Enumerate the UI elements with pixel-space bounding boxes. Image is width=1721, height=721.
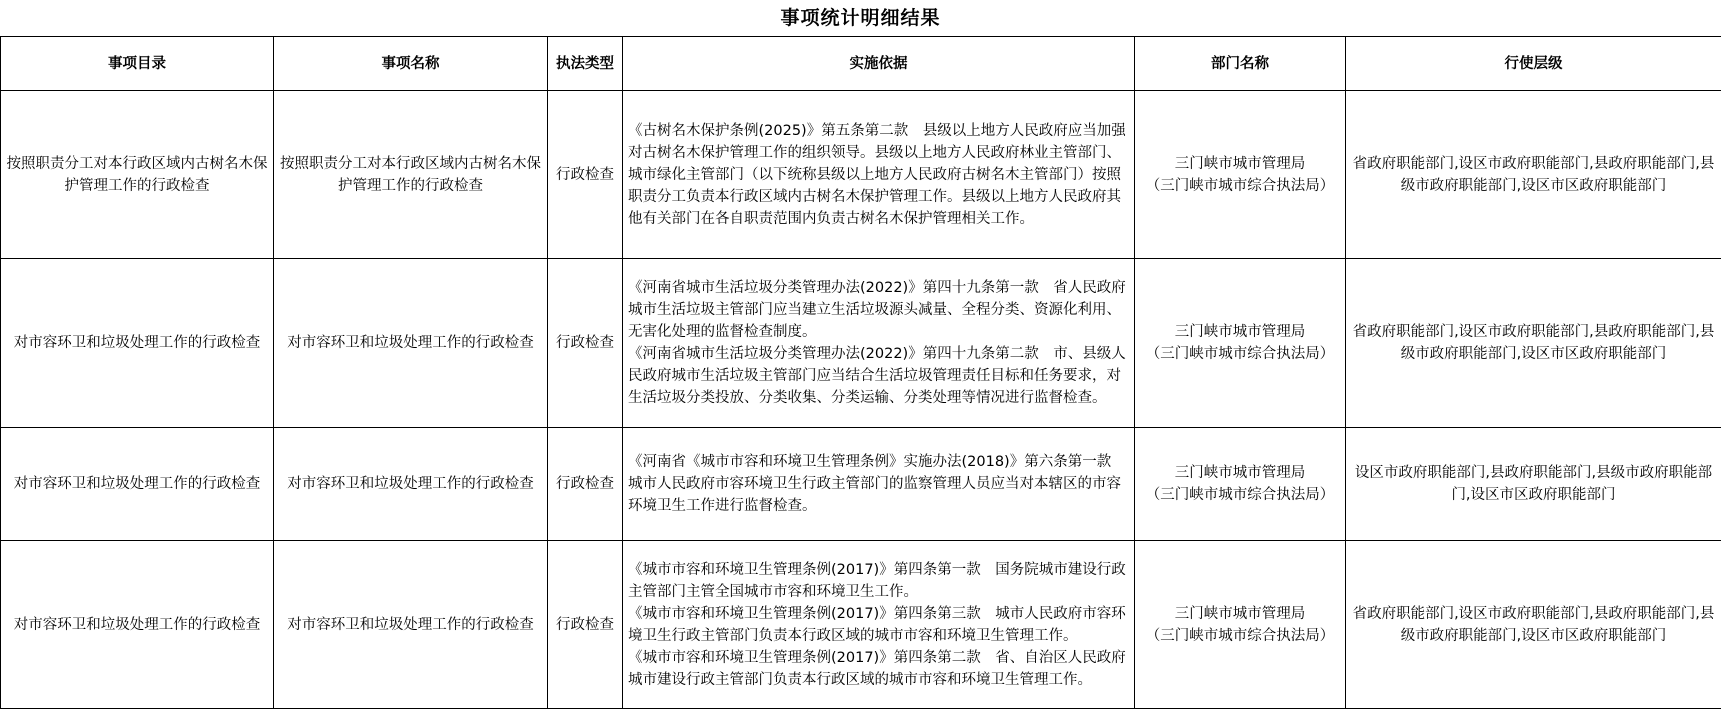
basis-text: 《城市市容和环境卫生管理条例(2017)》第四条第二款 省、自治区人民政府城市建设行政主管部门负责本行政区域的城市市容和环境卫生管理工作。	[628, 649, 1126, 688]
department-alias: （三门峡市城市综合执法局）	[1145, 627, 1335, 644]
cell-basis	[623, 259, 1135, 428]
page-title: 事项统计明细结果	[780, 7, 941, 29]
table-row	[1, 259, 1721, 428]
column-header-type: 执法类型	[548, 37, 623, 91]
cell-basis	[623, 91, 1135, 259]
cell-type: 行政检查	[548, 259, 623, 428]
cell-name: 对市容环卫和垃圾处理工作的行政检查	[274, 259, 548, 428]
cell-name: 按照职责分工对本行政区域内古树名木保护管理工作的行政检查	[274, 91, 548, 259]
cell-name: 对市容环卫和垃圾处理工作的行政检查	[274, 428, 548, 541]
department-alias: （三门峡市城市综合执法局）	[1145, 487, 1335, 503]
department-name: 三门峡市城市管理局	[1174, 605, 1306, 622]
results-table	[0, 36, 1721, 709]
cell-level: 省政府职能部门,设区市政府职能部门,县政府职能部门,县级市政府职能部门,设区市区政府职能部门	[1346, 91, 1721, 259]
basis-text: 《河南省《城市市容和环境卫生管理条例》实施办法(2018)》第六条第一款 城市人民政府市容环境卫生行政主管部门的监察管理人员应当对本辖区的市容环境卫生工作进行监督检查。	[628, 454, 1126, 514]
cell-level: 省政府职能部门,设区市政府职能部门,县政府职能部门,县级市政府职能部门,设区市区政府职能部门	[1346, 259, 1721, 428]
cell-basis	[623, 428, 1135, 541]
cell-catalog: 对市容环卫和垃圾处理工作的行政检查	[1, 541, 274, 709]
basis-text: 《古树名木保护条例(2025)》第五条第二款 县级以上地方人民政府应当加强对古树名木保护管理工作的组织领导。县级以上地方人民政府林业主管部门、城市绿化主管部门（以下统称县级以上地方人民政府古树名木主管部门）按照职责分工负责本行政区域内古树名木保护管理工作。县级以上地方人民政府其他有关部门在各自职责范围内负责古树名木保护管理相关工作。	[628, 122, 1126, 227]
basis-text: 《河南省城市生活垃圾分类管理办法(2022)》第四十九条第一款 省人民政府城市生活垃圾主管部门应当建立生活垃圾源头减量、全程分类、资源化利用、无害化处理的监督检查制度。	[628, 280, 1126, 340]
cell-name: 对市容环卫和垃圾处理工作的行政检查	[274, 541, 548, 709]
table-row	[1, 541, 1721, 709]
department-alias: （三门峡市城市综合执法局）	[1145, 177, 1335, 194]
column-header-department: 部门名称	[1135, 37, 1346, 91]
table-row	[1, 428, 1721, 541]
cell-type: 行政检查	[548, 91, 623, 259]
basis-text: 《河南省城市生活垃圾分类管理办法(2022)》第四十九条第二款 市、县级人民政府城市生活垃圾主管部门应当结合生活垃圾管理责任目标和任务要求，对生活垃圾分类投放、分类收集、分类运输、分类处理等情况进行监督检查。	[628, 346, 1126, 406]
cell-catalog: 按照职责分工对本行政区域内古树名木保护管理工作的行政检查	[1, 91, 274, 259]
department-name: 三门峡市城市管理局	[1174, 155, 1306, 172]
cell-department	[1135, 428, 1346, 541]
department-alias: （三门峡市城市综合执法局）	[1145, 346, 1335, 362]
cell-level: 省政府职能部门,设区市政府职能部门,县政府职能部门,县级市政府职能部门,设区市区政府职能部门	[1346, 541, 1721, 709]
table-row	[1, 91, 1721, 259]
cell-catalog: 对市容环卫和垃圾处理工作的行政检查	[1, 259, 274, 428]
cell-basis	[623, 541, 1135, 709]
cell-department	[1135, 91, 1346, 259]
department-name: 三门峡市城市管理局	[1174, 465, 1306, 481]
basis-text: 《城市市容和环境卫生管理条例(2017)》第四条第三款 城市人民政府市容环境卫生行政主管部门负责本行政区域的城市市容和环境卫生管理工作。	[628, 605, 1126, 644]
column-header-catalog: 事项目录	[1, 37, 274, 91]
column-header-basis: 实施依据	[623, 37, 1135, 91]
cell-department	[1135, 541, 1346, 709]
cell-type: 行政检查	[548, 541, 623, 709]
column-header-name: 事项名称	[274, 37, 548, 91]
cell-catalog: 对市容环卫和垃圾处理工作的行政检查	[1, 428, 274, 541]
cell-level: 设区市政府职能部门,县政府职能部门,县级市政府职能部门,设区市区政府职能部门	[1346, 428, 1721, 541]
column-header-level: 行使层级	[1346, 37, 1721, 91]
cell-type: 行政检查	[548, 428, 623, 541]
department-name: 三门峡市城市管理局	[1174, 324, 1306, 340]
basis-text: 《城市市容和环境卫生管理条例(2017)》第四条第一款 国务院城市建设行政主管部门主管全国城市市容和环境卫生工作。	[628, 561, 1126, 600]
header-row	[1, 37, 1721, 91]
cell-department	[1135, 259, 1346, 428]
